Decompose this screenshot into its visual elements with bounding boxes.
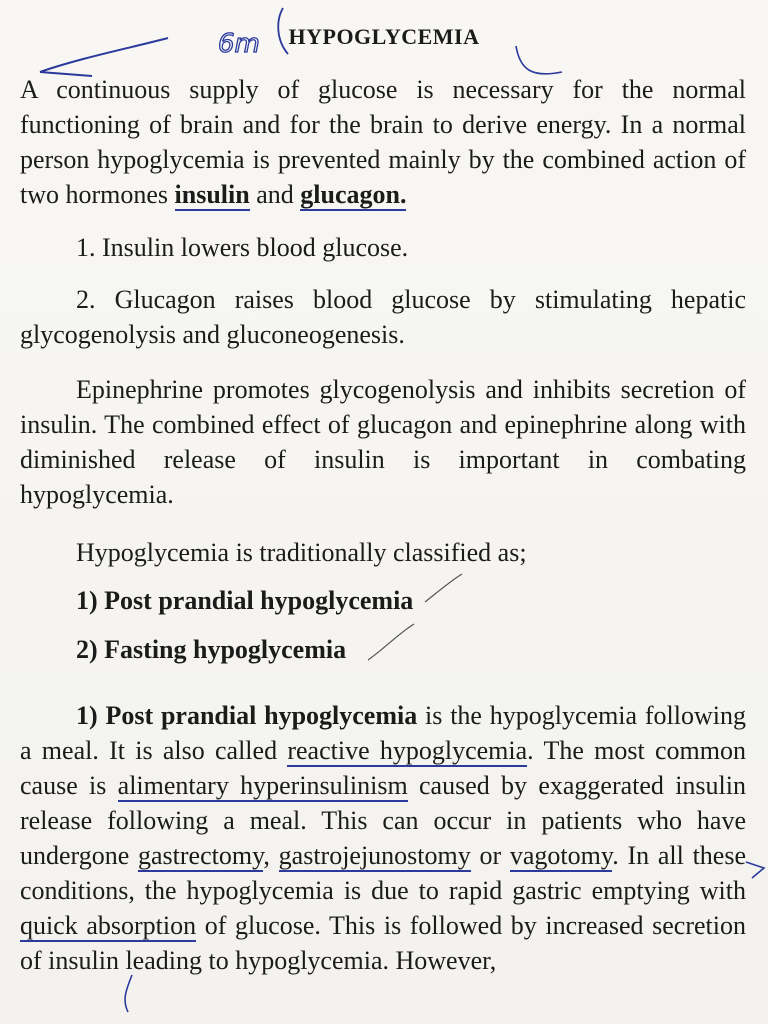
point-insulin: 1. Insulin lowers blood glucose. (76, 233, 409, 262)
classification-type-1: 1) Post prandial hypoglycemia (76, 586, 414, 615)
term-reactive-hypoglycemia: reactive hypoglycemia (287, 736, 528, 765)
page-title: HYPOGLYCEMIA (288, 24, 480, 49)
term-vagotomy: vagotomy (509, 841, 613, 870)
post-prandial-text-5: of glucose. This is followed by increased secretion of insulin leading to hypoglycemia. However, (20, 911, 746, 975)
post-prandial-lead: 1) Post prandial hypoglycemia (76, 701, 418, 730)
post-prandial-text-3: caused by exaggerated insulin release following a meal. This can occur in patients who have undergone (20, 771, 746, 870)
necessary-tick-mark (516, 46, 562, 74)
term-gastrectomy: gastrectomy (138, 841, 264, 870)
tick-mark-1 (425, 574, 462, 602)
intro-and: and (249, 180, 301, 209)
post-prandial-text-4: . In all these conditions, the hypoglycemia is due to rapid gastric emptying with (20, 841, 746, 905)
post-prandial-or: or (470, 841, 510, 870)
classification-intro: Hypoglycemia is traditionally classified as; (76, 538, 527, 567)
term-alimentary-hyperinsulinism: alimentary hyperinsulinism (117, 771, 408, 800)
post-prandial-text-2: . The most common cause is (20, 736, 746, 800)
term-insulin: insulin (174, 180, 250, 209)
point-glucagon: 2. Glucagon raises blood glucose by stimulating hepatic glycogenolysis and gluconeogenesis. (20, 285, 746, 349)
post-prandial-text-1: is the hypoglycemia following a meal. It is also called (20, 701, 746, 765)
secretion-hook-mark (125, 975, 132, 1012)
term-gastrojejunostomy: gastrojejunostomy (278, 841, 471, 870)
tick-mark-2 (368, 624, 414, 660)
term-glucagon: glucagon. (300, 180, 407, 209)
epinephrine-paragraph: Epinephrine promotes glycogenolysis and inhibits secretion of insulin. The combined effect of glucagon and epinephrine along with diminished release of insulin is important in combating hypoglycemia. (20, 375, 746, 509)
term-quick-absorption: quick absorption (20, 911, 197, 940)
intro-text: A continuous supply of glucose is necessary for the normal functioning of brain and for the brain to derive energy. In a normal person hypoglycemia is prevented mainly by the combined action of two hormones (20, 75, 746, 209)
vagotomy-arrow-mark (746, 862, 764, 878)
post-prandial-comma: , (263, 841, 279, 870)
margin-note-6m: 6m (218, 29, 260, 59)
classification-type-2: 2) Fasting hypoglycemia (76, 635, 347, 664)
post-prandial-paragraph (20, 698, 746, 978)
intro-paragraph (20, 72, 746, 212)
